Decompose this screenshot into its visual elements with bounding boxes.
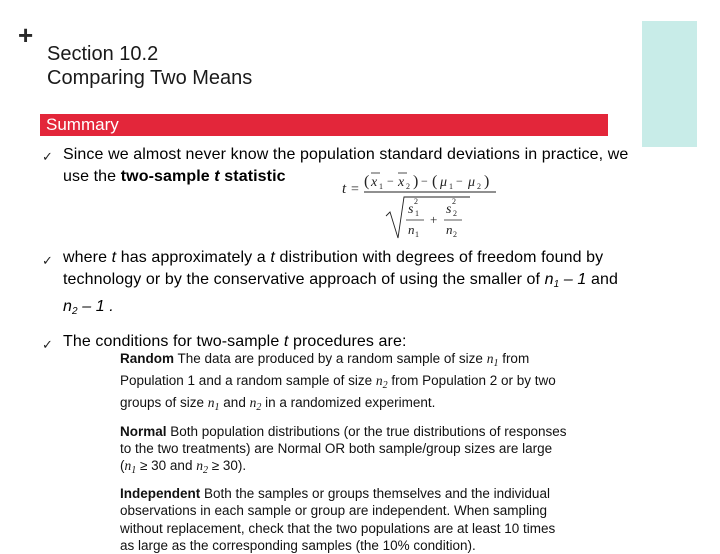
bullet-1-line-2: use the two-sample t statistic (63, 168, 286, 185)
svg-text:n: n (408, 222, 415, 237)
summary-banner (40, 114, 608, 136)
normal-line-1: Normal Both population distributions (or the true distributions of responses (120, 423, 567, 439)
checkmark-icon: ✓ (42, 337, 53, 352)
bullet-2-line-1: where t has approximately a t distribution with degrees of freedom found by (63, 249, 604, 266)
svg-text:s: s (408, 202, 414, 217)
independent-line-2: observations in each sample or group are independent. When sampling (120, 503, 548, 519)
svg-text:2: 2 (453, 230, 457, 239)
summary-label: Summary (46, 115, 119, 134)
bullet-2-line-3: $n_2 - 1$ . (63, 298, 114, 317)
svg-text:1: 1 (379, 182, 383, 191)
svg-text:2: 2 (414, 197, 418, 206)
svg-text:μ: μ (468, 175, 476, 190)
svg-text:1: 1 (449, 182, 453, 191)
svg-text:x: x (398, 175, 405, 190)
svg-text:2: 2 (453, 209, 457, 218)
svg-text:=: = (351, 182, 359, 197)
title-line-1: Section 10.2 (47, 43, 159, 65)
svg-text:1: 1 (415, 209, 419, 218)
svg-text:x: x (371, 175, 378, 190)
svg-text:−: − (421, 174, 428, 188)
random-line-3: groups of size $n_1$ and $n_2$ in a randomized experiment. (120, 395, 436, 414)
independent-line-4: as large as the corresponding samples (the 10% condition). (120, 537, 476, 553)
two-sample-t-formula (338, 168, 500, 240)
page-title (47, 42, 252, 90)
svg-text:(: ( (364, 173, 370, 190)
svg-text:): ) (484, 173, 490, 190)
svg-text:μ: μ (440, 175, 448, 190)
bullet-1-line-1: Since we almost never know the population standard deviations in practice, we (63, 146, 629, 163)
random-line-2: Population 1 and a random sample of size $n_2$ from Population 2 or by two (120, 373, 556, 392)
checkmark-icon: ✓ (42, 149, 53, 164)
svg-text:(: ( (432, 173, 438, 190)
svg-text:t: t (342, 181, 347, 197)
checkmark-icon: ✓ (42, 253, 53, 268)
normal-line-2: to the two treatments) are Normal OR both sample/group sizes are large (120, 440, 553, 456)
svg-text:2: 2 (406, 182, 410, 191)
svg-text:s: s (446, 202, 452, 217)
independent-line-3: without replacement, check that the two populations are at least 10 times (120, 520, 556, 536)
independent-line-1: Independent Both the samples or groups themselves and the individual (120, 486, 550, 502)
title-line-2: Comparing Two Means (47, 67, 253, 89)
accent-block (642, 21, 697, 147)
independent-label: Independent (120, 486, 201, 502)
svg-text:): ) (413, 173, 419, 190)
svg-text:+: + (430, 212, 438, 227)
bullet-2-line-2: technology or by the conservative approach of using the smaller of $n_1 - 1$ and (63, 271, 618, 290)
svg-text:2: 2 (452, 197, 456, 206)
bullet-3-line: The conditions for two-sample t procedures are: (63, 333, 407, 350)
bullet-degrees-of-freedom (63, 247, 703, 323)
svg-text:−: − (456, 174, 463, 188)
random-line-1: Random The data are produced by a random sample of size $n_1$ from (120, 351, 530, 369)
conditions-list (120, 350, 600, 554)
svg-text:2: 2 (477, 182, 481, 191)
normal-line-3: ($n_1 \ge 30$ and $n_2 \ge 30$). (120, 458, 247, 477)
random-label: Random (120, 351, 174, 366)
svg-text:1: 1 (415, 230, 419, 239)
svg-text:n: n (446, 222, 453, 237)
svg-text:−: − (387, 174, 394, 188)
normal-label: Normal (120, 423, 167, 439)
plus-icon: + (18, 20, 34, 50)
